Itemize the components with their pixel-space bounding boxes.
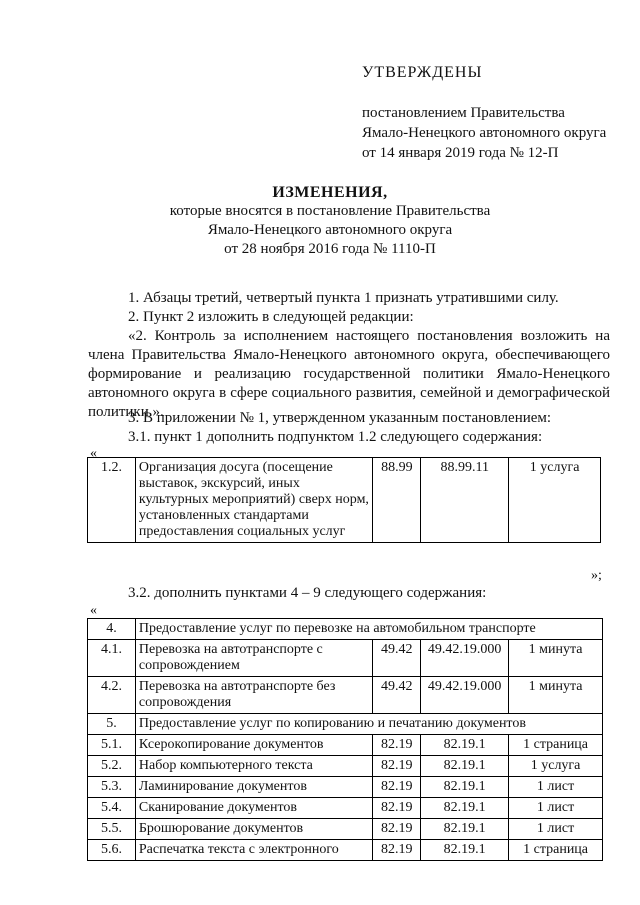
service-name: Сканирование документов bbox=[135, 798, 372, 819]
row-number: 5.4. bbox=[88, 798, 136, 819]
service-name: Перевозка на автотранспорте без сопровождения bbox=[135, 677, 372, 714]
okpd-code: 82.19.1 bbox=[421, 840, 509, 861]
unit-of-measure: 1 услуга bbox=[509, 756, 603, 777]
paragraph-4: 3. В приложении № 1, утвержденном указанным постановлением: bbox=[128, 410, 552, 426]
okved-code: 49.42 bbox=[373, 640, 421, 677]
paragraph-2: 2. Пункт 2 изложить в следующей редакции: bbox=[128, 309, 414, 325]
service-name: Распечатка текста с электронного bbox=[135, 840, 372, 861]
service-name: Организация досуга (посещение выставок, экскурсий, иных культурных мероприятий) сверх норм, установленных стандартами предоставления социальных услуг bbox=[135, 458, 372, 543]
okved-code: 82.19 bbox=[373, 819, 421, 840]
okpd-code: 49.42.19.000 bbox=[421, 640, 509, 677]
table-row bbox=[88, 640, 603, 677]
unit-of-measure: 1 минута bbox=[509, 677, 603, 714]
row-number: 4. bbox=[88, 619, 136, 640]
approval-block bbox=[362, 63, 606, 163]
okved-code: 82.19 bbox=[373, 777, 421, 798]
paragraph-6: 3.2. дополнить пунктами 4 – 9 следующего содержания: bbox=[128, 585, 487, 601]
service-name: Брошюрование документов bbox=[135, 819, 372, 840]
approval-title: УТВЕРЖДЕНЫ bbox=[362, 64, 483, 81]
paragraph-1: 1. Абзацы третий, четвертый пункта 1 признать утратившими силу. bbox=[128, 290, 559, 306]
table-row bbox=[88, 735, 603, 756]
okpd-code: 82.19.1 bbox=[421, 798, 509, 819]
approval-line: Ямало-Ненецкого автономного округа bbox=[362, 125, 607, 141]
row-number: 5.2. bbox=[88, 756, 136, 777]
section-title: Предоставление услуг по копированию и печатанию документов bbox=[135, 714, 602, 735]
okpd-code: 49.42.19.000 bbox=[421, 677, 509, 714]
heading-line: Ямало-Ненецкого автономного округа bbox=[207, 222, 453, 238]
approval-line: постановлением Правительства bbox=[362, 105, 565, 121]
table-row bbox=[88, 777, 603, 798]
unit-of-measure: 1 страница bbox=[509, 735, 603, 756]
table-row bbox=[88, 840, 603, 861]
unit-of-measure: 1 лист bbox=[509, 798, 603, 819]
unit-of-measure: 1 минута bbox=[509, 640, 603, 677]
row-number: 5.6. bbox=[88, 840, 136, 861]
service-name: Набор компьютерного текста bbox=[135, 756, 372, 777]
okpd-code: 82.19.1 bbox=[421, 819, 509, 840]
table-row bbox=[88, 756, 603, 777]
close-quote: »; bbox=[591, 568, 602, 583]
service-name: Ламинирование документов bbox=[135, 777, 372, 798]
row-number: 4.2. bbox=[88, 677, 136, 714]
okved-code: 82.19 bbox=[373, 840, 421, 861]
table-section-row bbox=[88, 714, 603, 735]
table-row bbox=[88, 458, 601, 543]
row-number: 4.1. bbox=[88, 640, 136, 677]
okved-code: 88.99 bbox=[373, 458, 421, 543]
section-title: Предоставление услуг по перевозке на автомобильном транспорте bbox=[135, 619, 602, 640]
table-row bbox=[88, 819, 603, 840]
approval-line: от 14 января 2019 года № 12-П bbox=[362, 145, 559, 161]
okpd-code: 82.19.1 bbox=[421, 735, 509, 756]
services-table-2 bbox=[87, 618, 603, 861]
unit-of-measure: 1 лист bbox=[509, 777, 603, 798]
row-number: 5.3. bbox=[88, 777, 136, 798]
okpd-code: 82.19.1 bbox=[421, 756, 509, 777]
services-table-1 bbox=[87, 457, 601, 543]
paragraph-5: 3.1. пункт 1 дополнить подпунктом 1.2 следующего содержания: bbox=[128, 429, 543, 445]
document-heading bbox=[150, 183, 510, 259]
heading-title: ИЗМЕНЕНИЯ, bbox=[272, 184, 388, 201]
row-number: 5.1. bbox=[88, 735, 136, 756]
okved-code: 82.19 bbox=[373, 756, 421, 777]
okpd-code: 88.99.11 bbox=[421, 458, 509, 543]
okved-code: 82.19 bbox=[373, 798, 421, 819]
paragraph-3: «2. Контроль за исполнением настоящего постановления возложить на члена Правительства Ямало-Ненецкого автономного округа, обеспечивающего формирование и реализацию государственной политики Ямало-Ненецкого автономного округа в сфере социального развития, семейной и демографической политики.». bbox=[88, 328, 610, 420]
unit-of-measure: 1 страница bbox=[509, 840, 603, 861]
unit-of-measure: 1 услуга bbox=[509, 458, 601, 543]
heading-line: от 28 ноября 2016 года № 1110-П bbox=[224, 241, 436, 257]
row-number: 5. bbox=[88, 714, 136, 735]
heading-line: которые вносятся в постановление Правительства bbox=[169, 203, 491, 219]
row-number: 5.5. bbox=[88, 819, 136, 840]
unit-of-measure: 1 лист bbox=[509, 819, 603, 840]
okved-code: 49.42 bbox=[373, 677, 421, 714]
okved-code: 82.19 bbox=[373, 735, 421, 756]
table-row bbox=[88, 677, 603, 714]
open-quote: « bbox=[90, 446, 97, 461]
okpd-code: 82.19.1 bbox=[421, 777, 509, 798]
service-name: Перевозка на автотранспорте с сопровождением bbox=[135, 640, 372, 677]
table-section-row bbox=[88, 619, 603, 640]
row-number: 1.2. bbox=[88, 458, 136, 543]
table-row bbox=[88, 798, 603, 819]
open-quote-2: « bbox=[90, 603, 97, 618]
service-name: Ксерокопирование документов bbox=[135, 735, 372, 756]
